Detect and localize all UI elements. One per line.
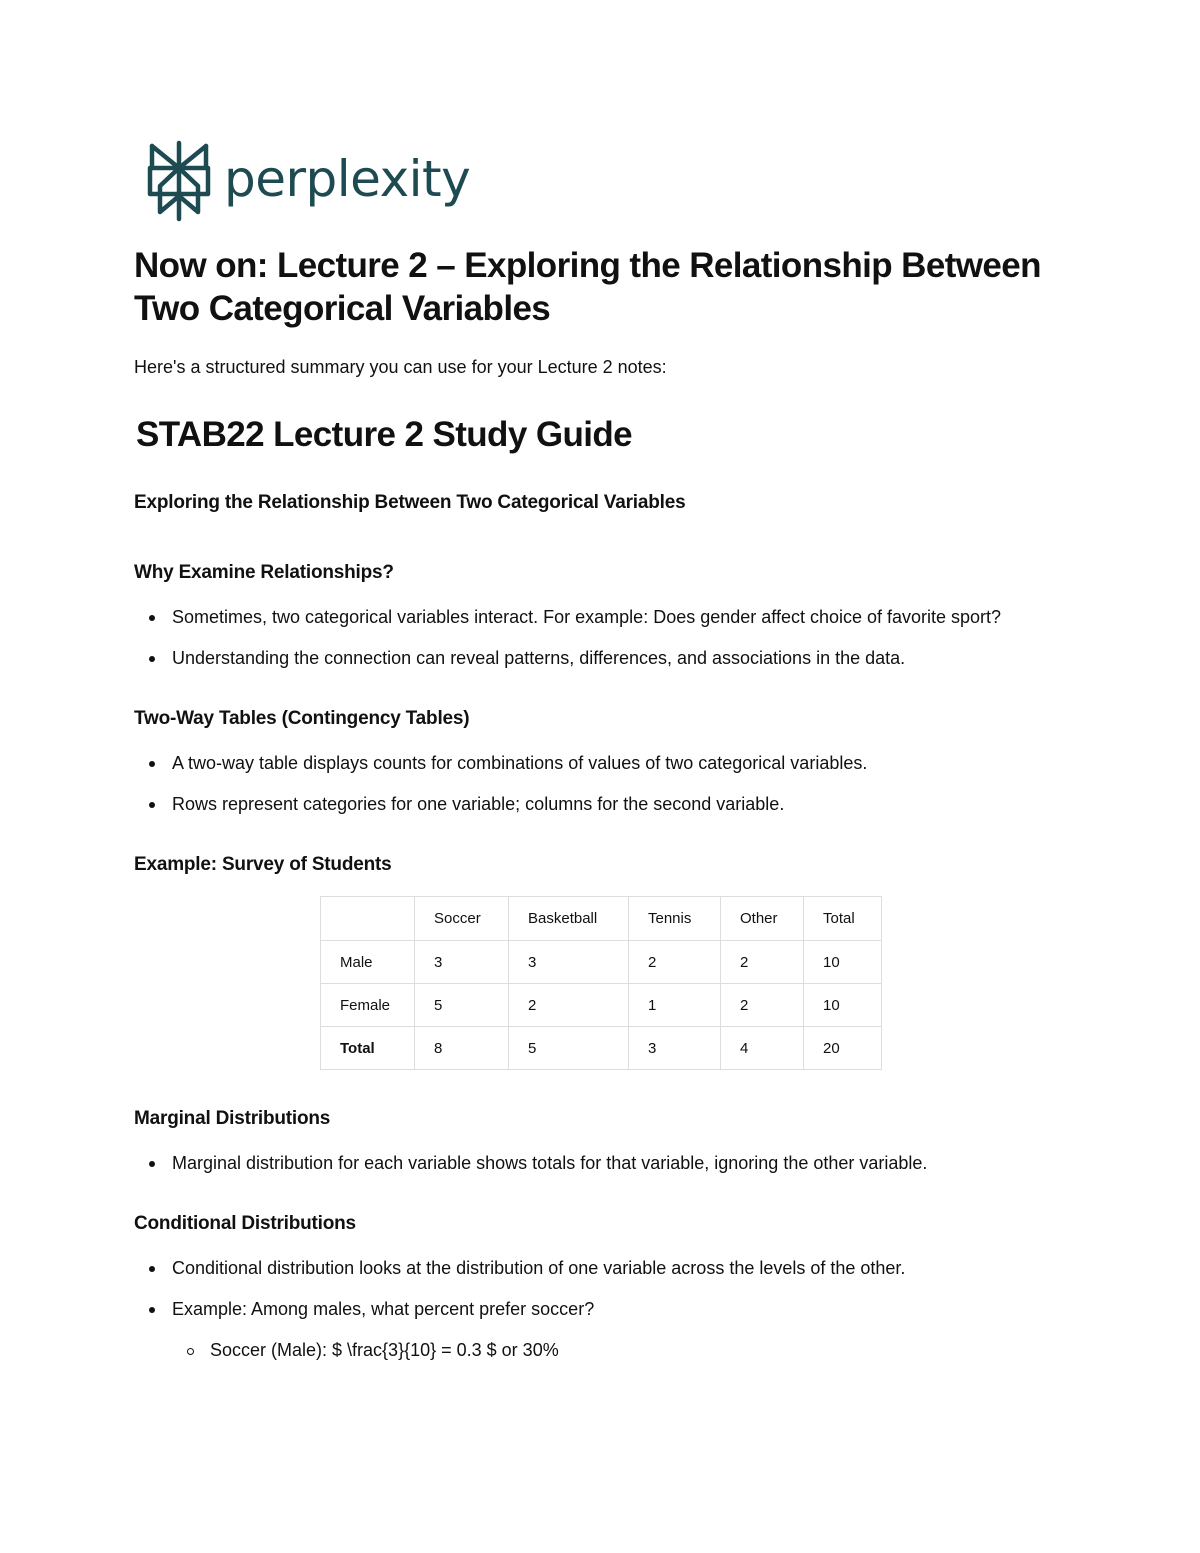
table-cell: 20 xyxy=(804,1027,882,1070)
table-header-cell: Soccer xyxy=(415,897,509,941)
logo-wordmark: perplexity xyxy=(224,150,471,208)
table-cell: 10 xyxy=(804,941,882,984)
conditional-sub-list xyxy=(172,1335,1074,1366)
table-header-cell: Tennis xyxy=(629,897,721,941)
table-header-cell xyxy=(321,897,415,941)
table-header-cell: Total xyxy=(804,897,882,941)
section-heading-marginal: Marginal Distributions xyxy=(134,1108,331,1129)
table-cell: Male xyxy=(321,941,415,984)
table-cell: 2 xyxy=(509,984,629,1027)
perplexity-logo xyxy=(146,140,470,222)
section-heading-why: Why Examine Relationships? xyxy=(134,562,394,583)
sub-list-item: Soccer (Male): $ \frac{3}{10} = 0.3 $ or 30% xyxy=(210,1335,1074,1366)
table-header-cell: Basketball xyxy=(509,897,629,941)
table-cell: 8 xyxy=(415,1027,509,1070)
page-title: Now on: Lecture 2 – Exploring the Relationship Between Two Categorical Variables xyxy=(134,246,1041,328)
section-heading-example: Example: Survey of Students xyxy=(134,854,392,875)
survey-table xyxy=(320,896,882,1070)
list-item: Rows represent categories for one variable; columns for the second variable. xyxy=(172,789,1074,820)
guide-title: STAB22 Lecture 2 Study Guide xyxy=(136,415,632,454)
table-header-row xyxy=(321,897,882,941)
table-cell: 4 xyxy=(721,1027,804,1070)
intro-text: Here's a structured summary you can use for your Lecture 2 notes: xyxy=(134,357,667,377)
list-item xyxy=(172,1294,1074,1366)
table-cell: 5 xyxy=(415,984,509,1027)
list-item: A two-way table displays counts for combinations of values of two categorical variables. xyxy=(172,748,1074,779)
table-cell: 3 xyxy=(629,1027,721,1070)
table-row xyxy=(321,941,882,984)
list-item: Understanding the connection can reveal patterns, differences, and associations in the data. xyxy=(172,643,1074,674)
list-item: Sometimes, two categorical variables interact. For example: Does gender affect choice of favorite sport? xyxy=(172,602,1074,633)
table-cell: Female xyxy=(321,984,415,1027)
section-heading-conditional: Conditional Distributions xyxy=(134,1213,356,1234)
table-cell: 2 xyxy=(721,984,804,1027)
marginal-bullet-list xyxy=(134,1148,1074,1179)
guide-subtitle: Exploring the Relationship Between Two Categorical Variables xyxy=(134,492,686,513)
conditional-bullet-list xyxy=(134,1253,1074,1366)
table-cell: 5 xyxy=(509,1027,629,1070)
table-row xyxy=(321,984,882,1027)
table-cell: 1 xyxy=(629,984,721,1027)
perplexity-logo-icon xyxy=(146,140,212,222)
table-cell: 3 xyxy=(415,941,509,984)
table-cell: 3 xyxy=(509,941,629,984)
main-content xyxy=(134,244,1074,1376)
list-item: Marginal distribution for each variable shows totals for that variable, ignoring the other variable. xyxy=(172,1148,1074,1179)
two-way-bullet-list xyxy=(134,748,1074,820)
table-cell: 2 xyxy=(721,941,804,984)
list-item: Conditional distribution looks at the distribution of one variable across the levels of the other. xyxy=(172,1253,1074,1284)
section-heading-two-way: Two-Way Tables (Contingency Tables) xyxy=(134,708,470,729)
why-bullet-list xyxy=(134,602,1074,674)
table-row xyxy=(321,1027,882,1070)
table-header-cell: Other xyxy=(721,897,804,941)
table-cell: 10 xyxy=(804,984,882,1027)
table-cell: 2 xyxy=(629,941,721,984)
list-item-text: Example: Among males, what percent prefer soccer? xyxy=(172,1299,595,1319)
table-cell: Total xyxy=(321,1027,415,1070)
